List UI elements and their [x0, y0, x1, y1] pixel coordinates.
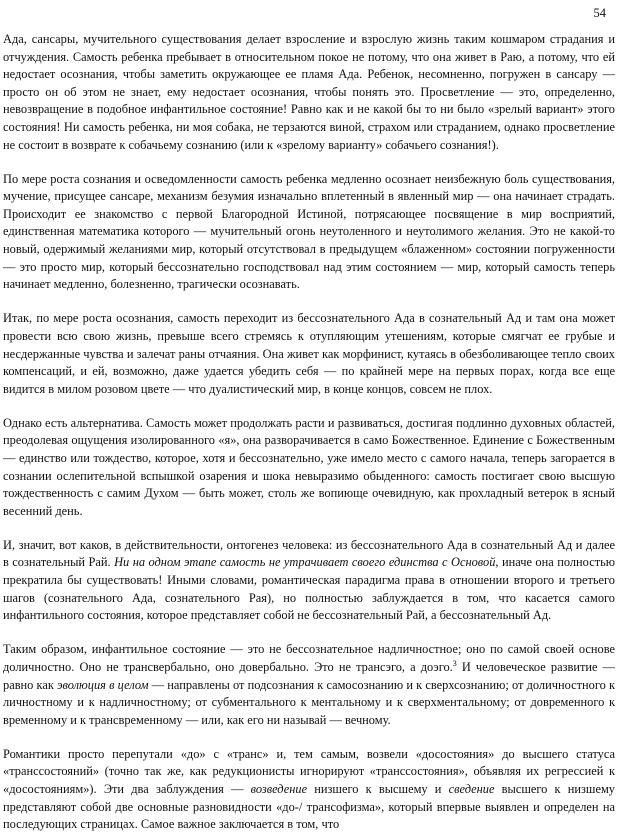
paragraph-4: [3, 415, 615, 521]
paragraph-5: [3, 537, 615, 625]
body-text: [3, 31, 615, 834]
paragraph-7-emphasis-1: возведение: [250, 781, 308, 796]
paragraph-2: [3, 171, 615, 294]
paragraph-7-text-end: высшего к низшему представляют собой две основные разновидности «до-/ трансофизма», который впервые выявлен и определен на последующих страницах. Самое важное заключается в том, что: [3, 781, 615, 832]
paragraph-7-emphasis-2: сведение: [448, 781, 495, 796]
paragraph-7: [3, 746, 615, 834]
paragraph-6-text-mid: И человеческое развитие — равно как: [3, 659, 616, 692]
paragraph-5-text-end: , иначе она полностью прекратила бы существовать! Иными словами, романтическая парадигма права в отношении второго и третьего шагов (сознательного Ада, сознательного Рая), но полностью заблуждается в том, что касается самого инфантильного состояния, которое представляет собой не бессознательный Рай, а бессознательный Ад.: [3, 555, 616, 623]
paragraph-2-text: По мере роста сознания и осведомленности самость ребенка медленно осознает неизбежную боль существования, мучение, присущее сансаре, механизм безумия изначально вплетенный в явленный мир — она начинает страдать. Происходит ее знакомство с первой Благородной Истиной, потрясающее посвящение в мир восприятий, единственная математика которого — мучительный огонь неутоленного и неутолимого желания. Это не какой-то новый, одержимый желаниями мир, который отсутствовал в предыдущем «блаженном» состоянии погруженности — это просто мир, который бессознательно господствовал над этим состоянием — мир, который самость теперь начинает медленно, болезненно, трагически осознавать.: [3, 171, 615, 292]
paragraph-3: [3, 310, 615, 398]
paragraph-6-text: Таким образом, инфантильное состояние — это не бессознательное надличностное; оно по самой своей основе доличностно. Оно не трансвербально, оно довербально. Это не трансэго, а доэго.: [3, 642, 615, 674]
paragraph-7-text: Романтики просто перепутали «до» с «транс» и, тем самым, возвели «досостояния» до высшего статуса «транссостояний» (точно так же, как редукционисты игнорируют «транссостояния», объявляя их регрессией к «досостояниям»). Эти два заблуждения —: [3, 746, 615, 796]
paragraph-1-text: Ада, сансары, мучительного существования делает взросление и взрослую жизнь таким кошмаром страдания и отчуждения. Самость ребенка пребывает в относительном покое не потому, что она живет в Раю, а потому, что ей недостает осознания, чтобы заметить окружающее ее пламя Ада. Ребенок, несомненно, погружен в сансару — просто он об этом не знает, ему недостает осознания, чтобы понять это. Просветление — это, определенно, невозвращение в подобное инфантильное состояние! Равно как и не какой бы то ни было «зрелый вариант» этого состояния! Ни самость ребенка, ни моя собака, не терзаются виной, страхом или страданием, однако просветление не состоит в возврате к собачьему сознанию (или к «зрелому варианту» собачьего сознания!).: [3, 32, 615, 152]
page-number: 54: [593, 6, 606, 20]
paragraph-3-text: Итак, по мере роста осознания, самость переходит из бессознательного Ада в сознательный Ад и там она может провести всю свою жизнь, превыше всего стремясь к отупляющим утешениям, которые смягчат ее грубые и несдержанные чувства и залечат раны отчаяния. Она живет как морфинист, кутаясь в обезболивающее тепло своих компенсаций, и ей, возможно, даже удается убедить себя — по крайней мере на первых порах, когда все еще видится в милом розовом цвете — что дуалистический мир, в конце концов, совсем не плох.: [3, 311, 615, 396]
paragraph-5-emphasis: Ни на одном этапе самость не утрачивает своего единства с Основой: [114, 555, 496, 570]
paragraph-7-text-mid: низшего к высшему и: [307, 781, 449, 796]
footnote-ref-3[interactable]: 3: [452, 658, 457, 668]
paragraph-1: [3, 31, 615, 154]
paragraph-6: [3, 641, 615, 729]
paragraph-6-emphasis: эволюция в целом: [57, 677, 149, 692]
paragraph-5-text: И, значит, вот каков, в действительности, онтогенез человека: из бессознательного Ада в сознательный Ад и далее в сознательный Рай.: [3, 537, 615, 570]
paragraph-6-text-end: — направлены от подсознания к самосознанию и к сверхсознанию; от доличностного к личностному и к надличностному; от субментального к ментальному и к сверхментальному; от довременного к временному и к трансвременному — или, как его ни называй — вечному.: [3, 677, 616, 727]
paragraph-4-text: Однако есть альтернатива. Самость может продолжать расти и развиваться, достигая подлинно духовных областей, преодолевая ощущения изолированного «я», она разворачивается в само Божественное. Единение с Божественным — единство или тождество, которое, хотя и бессознательно, уже имело место с самого начала, теперь загорается в сознании ослепительной вспышкой озарения и шока невыразимо обыденного: самость постигает свою высшую тождественность с самим Духом — быть может, столь же вопиюще очевидную, как прохладный ветерок в ясный весенний день.: [3, 415, 615, 518]
